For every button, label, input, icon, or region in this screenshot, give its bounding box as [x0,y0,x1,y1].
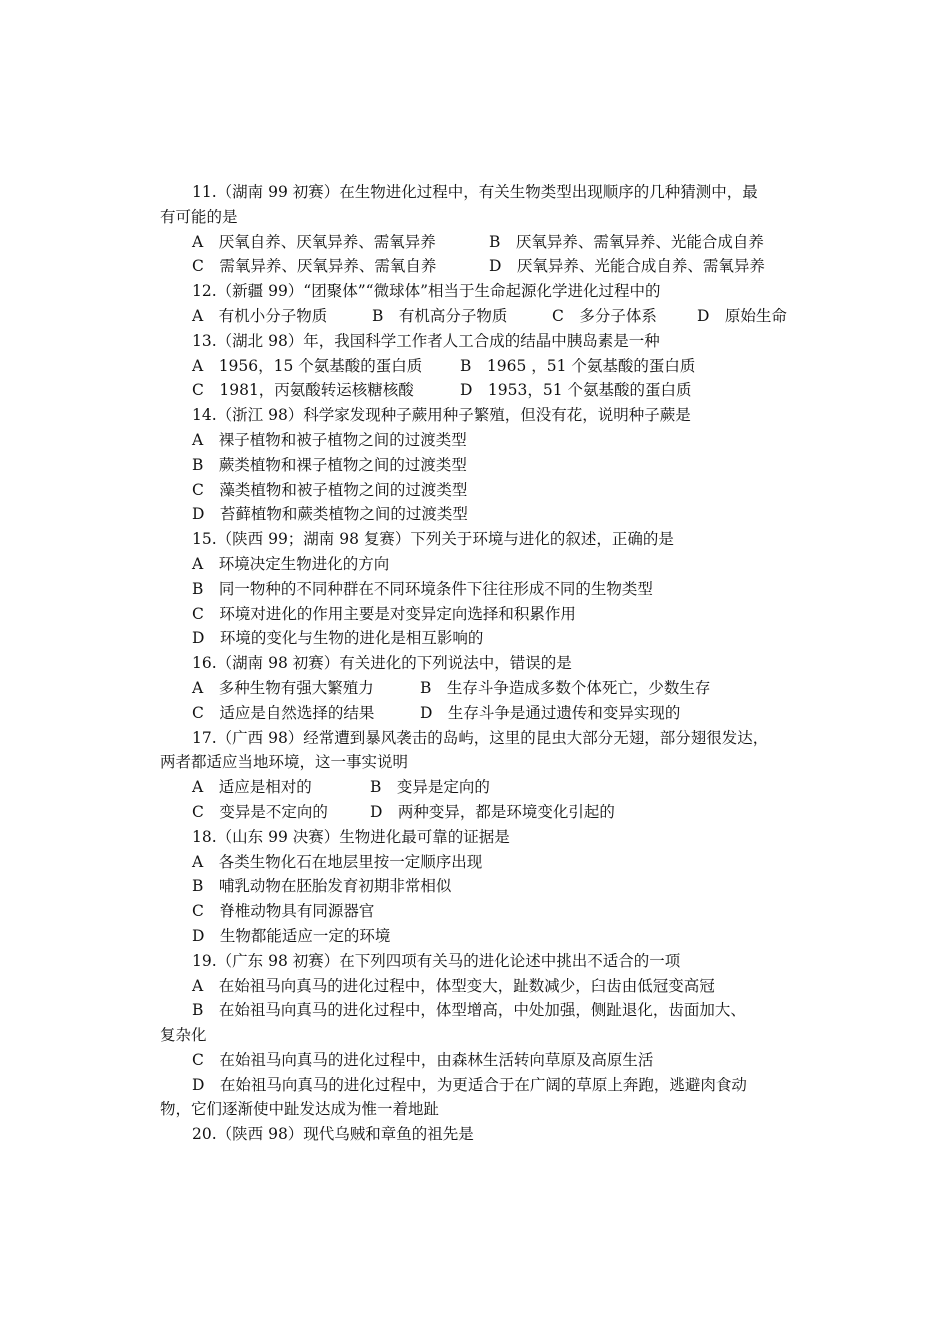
question-17-options-row-1 [160,775,800,800]
option-b: B 有机高分子物质 [372,306,508,325]
option-a: A 有机小分子物质 [192,306,328,325]
option-c: C 多分子体系 [552,306,657,325]
option-a: A 在始祖马向真马的进化过程中，体型变大，趾数减少，臼齿由低冠变高冠 [192,976,715,995]
option-c: C 环境对进化的作用主要是对变异定向选择和积累作用 [192,604,576,623]
option-a: A 环境决定生物进化的方向 [192,554,390,573]
option-b: B 1965 ，51 个氨基酸的蛋白质 [460,356,696,375]
option-d: D 原始生命 [697,306,787,325]
question-13-options-row-1 [160,354,800,379]
question-12-options-row-1 [160,304,800,329]
option-c: C 1981，丙氨酸转运核糖核酸 [192,381,414,400]
question-16-stem: 16.（湖南 98 初赛）有关进化的下列说法中，错误的是 [192,654,572,673]
option-b: B 在始祖马向真马的进化过程中，体型增高，中处加强，侧趾退化，齿面加大、 [192,1001,746,1020]
option-c: C 在始祖马向真马的进化过程中，由森林生活转向草原及高原生活 [192,1050,654,1069]
option-a: A 各类生物化石在地层里按一定顺序出现 [192,852,483,871]
question-11-options-row-2 [160,254,800,279]
question-17-stem-continued: 两者都适应当地环境，这一事实说明 [160,753,409,772]
option-d: D 在始祖马向真马的进化过程中，为更适合于在广阔的草原上奔跑，逃避肉食动 [192,1075,747,1094]
option-c: C 适应是自然选择的结果 [192,703,375,722]
option-c: C 变异是不定向的 [192,802,328,821]
question-17-options-row-2 [160,800,800,825]
question-20-stem: 20.（陕西 98）现代乌贼和章鱼的祖先是 [192,1125,474,1144]
option-b: B 变异是定向的 [370,778,490,797]
question-15-stem: 15.（陕西 99；湖南 98 复赛）下列关于环境与进化的叙述，正确的是 [192,530,674,549]
option-b-continued: 复杂化 [160,1026,207,1045]
option-b: B 哺乳动物在胚胎发育初期非常相似 [192,877,452,896]
option-b: B 蕨类植物和裸子植物之间的过渡类型 [192,455,467,474]
question-13-stem: 13.（湖北 98）年，我国科学工作者人工合成的结晶中胰岛素是一种 [192,331,660,350]
option-b: B 同一物种的不同种群在不同环境条件下往往形成不同的生物类型 [192,579,653,598]
question-16-options-row-2 [160,701,800,726]
option-d: D 苔藓植物和蕨类植物之间的过渡类型 [192,505,468,524]
option-d: D 环境的变化与生物的进化是相互影响的 [192,629,484,648]
question-14-stem: 14.（浙江 98）科学家发现种子蕨用种子繁殖，但没有花，说明种子蕨是 [192,406,691,425]
question-11-stem-continued: 有可能的是 [160,207,238,226]
option-a: A 适应是相对的 [192,778,312,797]
document-page [160,180,800,1147]
option-c: C 脊椎动物具有同源器官 [192,902,375,921]
option-a: A 多种生物有强大繁殖力 [192,678,374,697]
option-d: D 生物都能适应一定的环境 [192,926,391,945]
question-12-stem: 12.（新疆 99）“团聚体”“微球体”相当于生命起源化学进化过程中的 [192,282,661,301]
question-11-options-row-1 [160,230,800,255]
option-b: B 厌氧异养、需氧异养、光能合成自养 [489,232,764,251]
question-17-stem: 17.（广西 98）经常遭到暴风袭击的岛屿，这里的昆虫大部分无翅，部分翅很发达， [192,728,769,747]
option-d-continued: 物，它们逐渐使中趾发达成为惟一着地趾 [160,1100,440,1119]
option-d: D 厌氧异养、光能合成自养、需氧异养 [489,257,765,276]
option-a: A 1956，15 个氨基酸的蛋白质 [192,356,423,375]
question-11-stem: 11.（湖南 99 初赛）在生物进化过程中，有关生物类型出现顺序的几种猜测中，最 [192,183,758,201]
option-a: A 厌氧自养、厌氧异养、需氧异养 [192,232,436,251]
option-c: C 需氧异养、厌氧异养、需氧自养 [192,257,437,276]
question-16-options-row-1 [160,676,800,701]
option-d: D 两种变异，都是环境变化引起的 [370,802,615,821]
option-a: A 裸子植物和被子植物之间的过渡类型 [192,430,467,449]
option-c: C 藻类植物和被子植物之间的过渡类型 [192,480,468,499]
question-13-options-row-2 [160,378,800,403]
option-d: D 生存斗争是通过遗传和变异实现的 [420,703,681,722]
question-18-stem: 18.（山东 99 决赛）生物进化最可靠的证据是 [192,827,510,846]
option-b: B 生存斗争造成多数个体死亡，少数生存 [420,678,711,697]
option-d: D 1953，51 个氨基酸的蛋白质 [460,381,692,400]
question-19-stem: 19.（广东 98 初赛）在下列四项有关马的进化论述中挑出不适合的一项 [192,951,681,970]
